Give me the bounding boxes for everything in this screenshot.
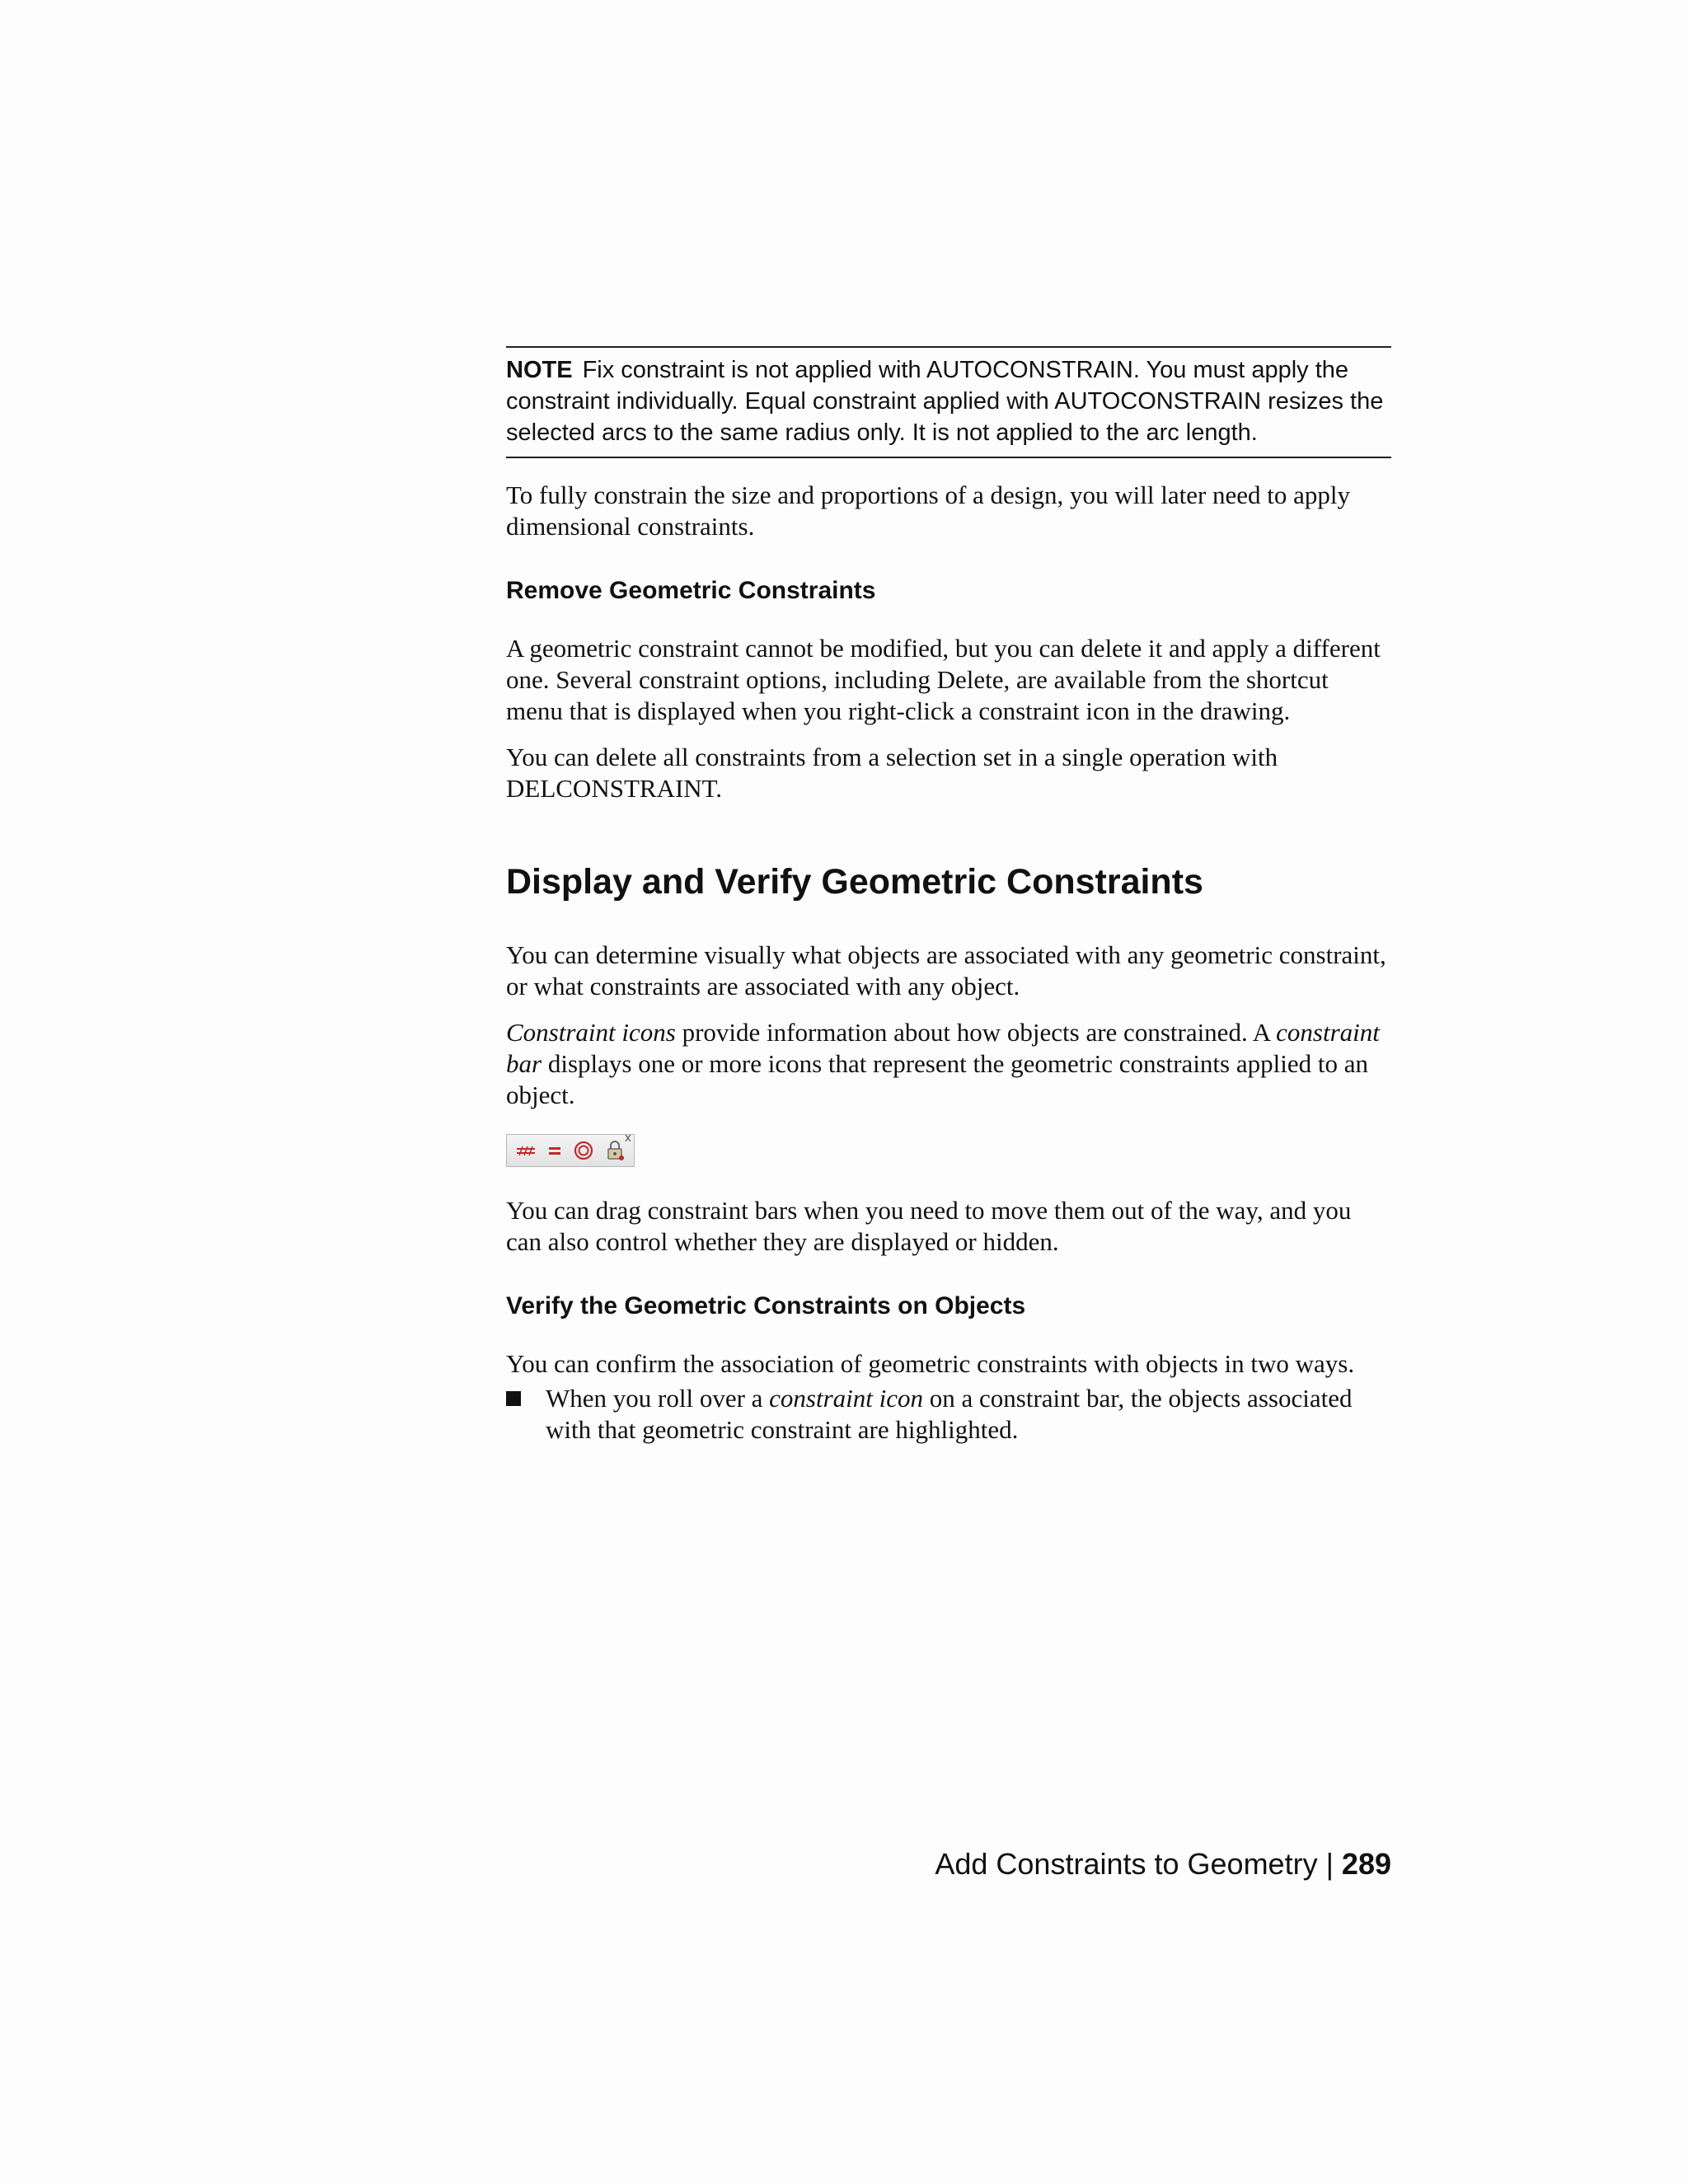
parallel-icon: [515, 1142, 537, 1159]
constraint-bar-term: constraint bar: [506, 1018, 1380, 1078]
remove-para-2: You can delete all constraints from a selection set in a single operation with DELCONSTRAINT.: [506, 743, 1278, 803]
verify-para: You can confirm the association of geometric constraints with objects in two ways.: [506, 1349, 1355, 1378]
display-para-1: You can determine visually what objects are associated with any geometric constraint, or what constraints are associated with any object.: [506, 940, 1386, 1001]
concentric-icon: [573, 1140, 594, 1161]
list-item: [506, 1383, 1391, 1446]
page-number: 289: [1341, 1847, 1391, 1881]
verify-constraints-heading: Verify the Geometric Constraints on Objects: [506, 1292, 1026, 1319]
remove-para-1: A geometric constraint cannot be modified, but you can delete it and apply a different one. Several constraint options, including Delete, are available from the shortcut menu that is displayed when you right-click a constraint icon in the drawing.: [506, 634, 1381, 725]
display-para-2: [506, 1017, 1391, 1111]
display-para-2-text-a: provide information about how objects are constrained. A: [675, 1018, 1277, 1047]
close-icon: x: [624, 1132, 631, 1145]
page-content: [506, 346, 1391, 1446]
note-text: Fix constraint is not applied with AUTOCONSTRAIN. You must apply the constraint individually. Equal constraint applied with AUTOCONSTRAIN resizes the selected arcs to the same radius only. It is not applied to the arc length.: [506, 357, 1384, 446]
constraint-bar-image: [506, 1134, 635, 1167]
bullet-text-a: When you roll over a: [546, 1384, 770, 1413]
footer-separator: |: [1317, 1847, 1342, 1881]
note-label: NOTE: [506, 357, 573, 383]
verify-bullet-list: [506, 1383, 1391, 1446]
fix-lock-icon: [604, 1140, 626, 1161]
remove-constraints-heading: Remove Geometric Constraints: [506, 577, 876, 604]
note-box: [506, 346, 1391, 458]
constraint-icons-term: Constraint icons: [506, 1018, 676, 1047]
footer-title: Add Constraints to Geometry: [935, 1847, 1318, 1881]
display-para-3: You can drag constraint bars when you need to move them out of the way, and you can also control whether they are displayed or hidden.: [506, 1196, 1352, 1256]
bullet-text-b: on a constraint bar, the objects associated with that geometric constraint are highlighted.: [546, 1384, 1353, 1444]
display-para-2-text-b: displays one or more icons that represent the geometric constraints applied to an object.: [506, 1049, 1368, 1109]
page-footer: [506, 1846, 1391, 1882]
equal-icon: [546, 1142, 563, 1159]
constraint-icon-term: constraint icon: [769, 1384, 924, 1413]
bullet-square-icon: [506, 1391, 521, 1406]
display-verify-heading: Display and Verify Geometric Constraints: [506, 862, 1203, 902]
para-fully-constrain: To fully constrain the size and proportions of a design, you will later need to apply dimensional constraints.: [506, 480, 1351, 541]
